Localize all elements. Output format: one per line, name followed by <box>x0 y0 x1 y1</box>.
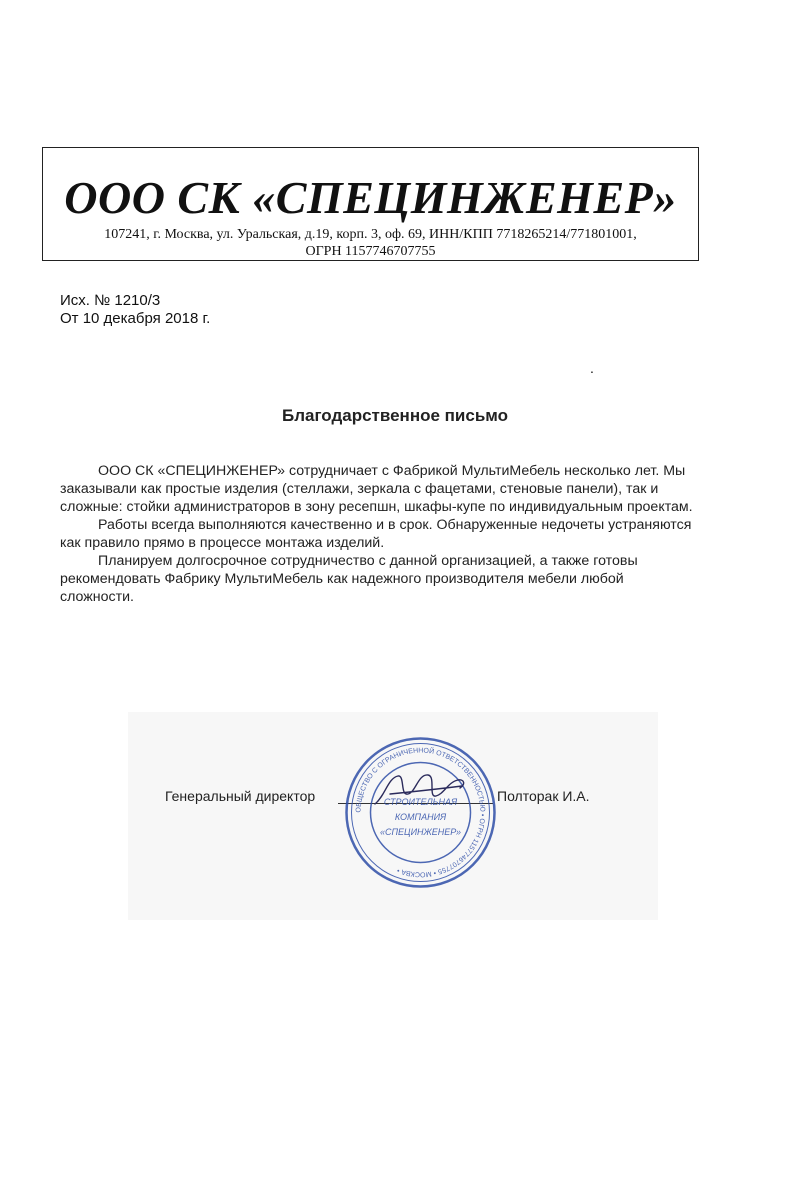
address-line-1: 107241, г. Москва, ул. Уральская, д.19, корп. 3, оф. 69, ИНН/КПП 7718265214/771801001, <box>104 227 637 242</box>
signer-name: Полторак И.А. <box>497 788 590 804</box>
stamp-line-1: СТРОИТЕЛЬНАЯ <box>383 797 458 807</box>
reference-number: Исх. № 1210/3 <box>60 292 161 309</box>
letter-body <box>60 462 700 606</box>
company-name: ООО СК «СПЕЦИНЖЕНЕР» <box>64 172 677 223</box>
stamp-line-2: КОМПАНИЯ <box>394 812 447 822</box>
letterhead <box>42 147 699 261</box>
stamp-line-3: «СПЕЦИНЖЕНЕР» <box>380 827 461 837</box>
paragraph: ООО СК «СПЕЦИНЖЕНЕР» сотрудничает с Фабрикой МультиМебель несколько лет. Мы заказывали как простые изделия (стеллажи, зеркала с фацетами, стеновые панели), так и сложные: стойки администраторов в зону ресепшн, шкафы-купе по индивидуальным проектам. <box>60 463 693 515</box>
paragraph: Работы всегда выполняются качественно и в срок. Обнаруженные недочеты устраняются как правило прямо в процессе монтажа изделий. <box>60 517 692 551</box>
signer-position: Генеральный директор <box>165 788 316 804</box>
handwritten-signature <box>370 766 470 816</box>
company-address <box>43 226 698 260</box>
stray-dot: . <box>590 360 594 376</box>
paragraph: Планируем долгосрочное сотрудничество с данной организацией, а также готовы рекомендовать Фабрику МультиМебель как надежного производителя мебели любой сложности. <box>60 553 638 605</box>
reference-date: От 10 декабря 2018 г. <box>60 310 211 327</box>
stamp-ring-text: ОБЩЕСТВО С ОГРАНИЧЕННОЙ ОТВЕТСТВЕННОСТЬЮ • ОГРН 1157746707755 • МОСКВА • <box>355 747 486 878</box>
outgoing-reference <box>60 292 210 328</box>
address-line-2: ОГРН 1157746707755 <box>305 244 436 259</box>
letter-title: Благодарственное письмо <box>281 406 509 425</box>
